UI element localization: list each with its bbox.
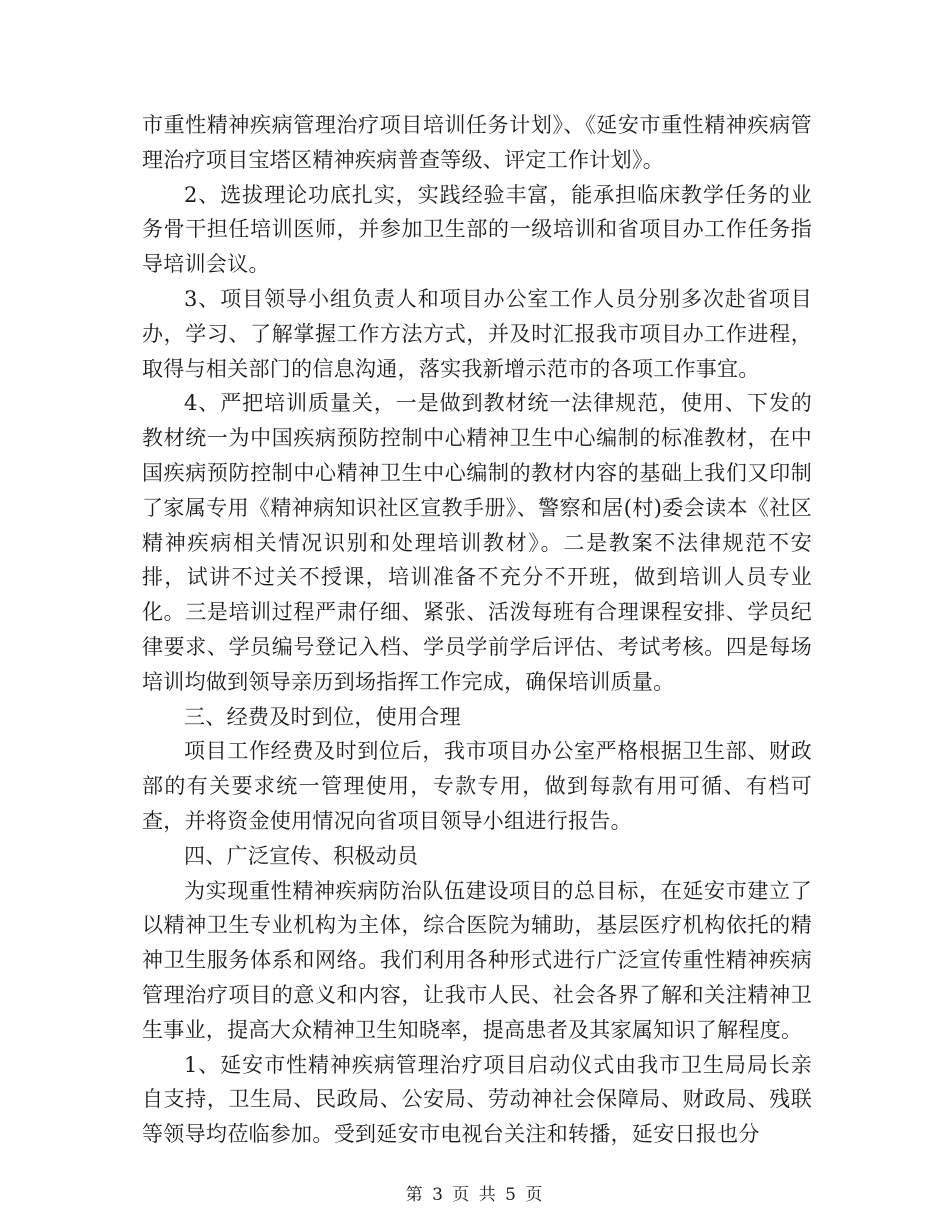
paragraph-item-1-launch: 1、延安市性精神疾病管理治疗项目启动仪式由我市卫生局局长亲自支持，卫生局、民政局、公安局、劳动神社会保障局、财政局、残联等领导均莅临参加。受到延安市电视台关注和转播，延安日报也分 xyxy=(142,1052,812,1147)
document-body xyxy=(142,108,812,1152)
section-heading-publicity: 四、广泛宣传、积极动员 xyxy=(184,843,419,868)
paragraph-item-4: 4、严把培训质量关，一是做到教材统一法律规范，使用、下发的教材统一为中国疾病预防控制中心精神卫生中心编制的标准教材，在中国疾病预防控制中心精神卫生中心编制的教材内容的基础上我们又印制了家属专用《精神病知识社区宣教手册》、警察和居(村)委会读本《社区精神疾病相关情况识别和处理培训教材》。二是教案不法律规范不安排，试讲不过关不授课，培训准备不充分不开班，做到培训人员专业化。三是培训过程严肃仔细、紧张、活泼每班有合理课程安排、学员纪律要求、学员编号登记入档、学员学前学后评估、考试考核。四是每场培训均做到领导亲历到场指挥工作完成，确保培训质量。 xyxy=(142,391,812,694)
paragraph-item-2: 2、选拔理论功底扎实，实践经验丰富，能承担临床教学任务的业务骨干担任培训医师，并参加卫生部的一级培训和省项目办工作任务指导培训会议。 xyxy=(142,182,812,277)
page-number-footer: 第 3 页 共 5 页 xyxy=(405,1185,545,1205)
section-heading-funding: 三、经费及时到位，使用合理 xyxy=(184,704,461,729)
paragraph-item-3: 3、项目领导小组负责人和项目办公室工作人员分别多次赴省项目办，学习、了解掌握工作方法方式，并及时汇报我市项目办工作进程，取得与相关部门的信息沟通，落实我新增示范市的各项工作事宜。 xyxy=(142,286,812,381)
paragraph-continuation: 市重性精神疾病管理治疗项目培训任务计划》、《延安市重性精神疾病管理治疗项目宝塔区精神疾病普查等级、评定工作计划》。 xyxy=(142,113,812,172)
paragraph-funding: 项目工作经费及时到位后，我市项目办公室严格根据卫生部、财政部的有关要求统一管理使用，专款专用，做到每款有用可循、有档可查，并将资金使用情况向省项目领导小组进行报告。 xyxy=(142,739,812,833)
paragraph-publicity: 为实现重性精神疾病防治队伍建设项目的总目标，在延安市建立了以精神卫生专业机构为主体，综合医院为辅助，基层医疗机构依托的精神卫生服务体系和网络。我们利用各种形式进行广泛宣传重性精神疾病管理治疗项目的意义和内容，让我市人民、社会各界了解和关注精神卫生事业，提高大众精神卫生知晓率，提高患者及其家属知识了解程度。 xyxy=(142,878,812,1042)
